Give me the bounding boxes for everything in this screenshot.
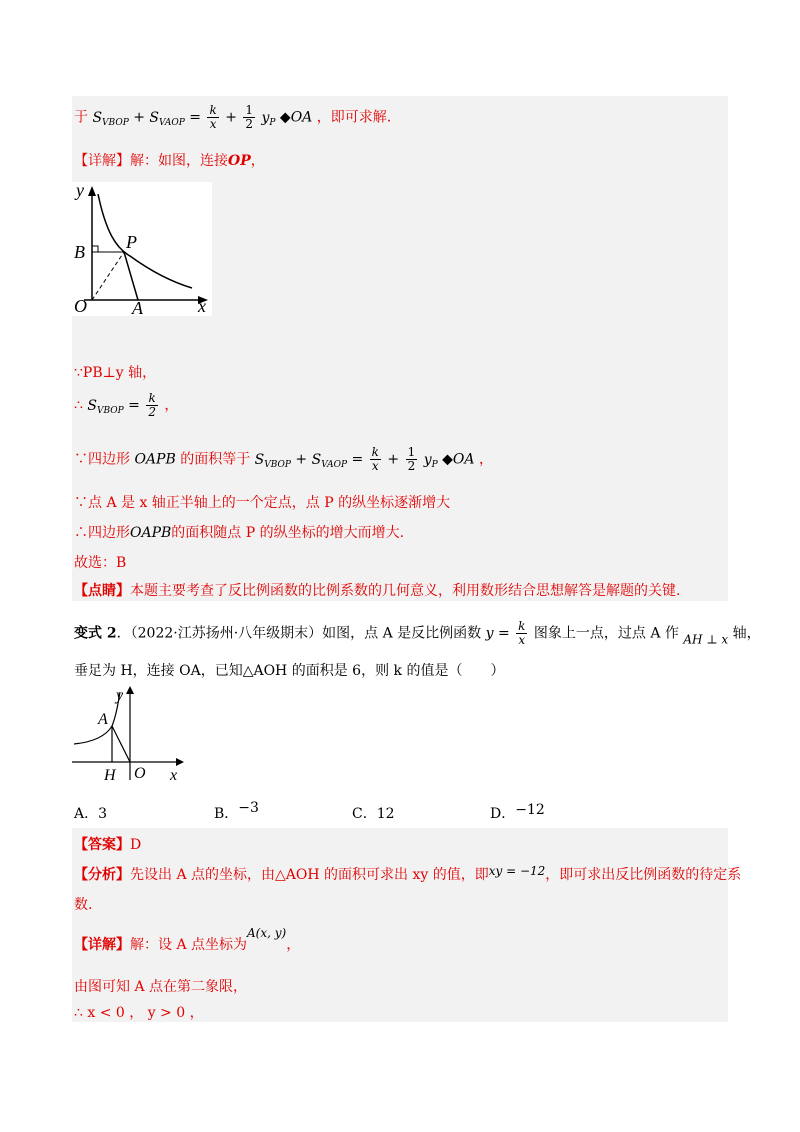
option-d-value: −12 [515,802,545,818]
answer-line [74,834,141,854]
detail-text-2: 解：设 A 点坐标为 [130,937,248,953]
inequality-line: ∴ x < 0 ， y > 0 ， [74,1005,204,1021]
answer-value: D [130,837,142,853]
figure-2-graph [70,684,194,784]
s-aop: $S_{VAOP}$ [149,109,185,128]
text: ∵四边形 [74,451,130,468]
step-1: ∵PB⊥y 轴， [74,365,157,381]
option-b-label: B． [214,806,239,822]
text-suffix: ，即可求解. [316,109,392,126]
variant-line-1 [74,620,761,647]
analysis-eq: xy = −12 [488,864,546,878]
analysis-line [74,864,741,884]
option-b[interactable] [214,800,259,823]
variant-mid: 图象上一点，过点 A 作 [533,625,679,642]
frac-half-3: $\frac{1}{2}$ [407,445,416,473]
detail-line-1 [74,150,265,170]
coord-a: A(x, y) [247,926,287,940]
fig1-o-label: O [74,296,87,316]
y-p: $y_P$ [261,109,276,128]
y-eq: y = [485,625,510,642]
y-p-3: $y_P$ [423,451,438,470]
option-b-value: −3 [238,800,259,816]
therefore: ∴ [74,397,83,414]
s-bop-2: $S_{VBOP}$ [87,397,124,416]
s-aop-3: $S_{VAOP}$ [311,451,348,470]
oapb-label-2: OAPB [130,525,172,541]
figure-1-graph [72,182,212,316]
detail-text: 解：如图，连接 [130,153,228,169]
option-a[interactable]: A．3 [74,806,108,822]
s-bop: $S_{VBOP}$ [92,109,129,128]
text: ∴四边形 [74,525,130,541]
comment-text: 本题主要考查了反比例函数的比例系数的几何意义，利用数形结合思想解答是解题的关键. [130,583,681,599]
fig1-b-label: B [74,242,85,262]
text: 的面积等于 [180,451,251,468]
option-d-label: D． [490,806,516,822]
op-label: OP [228,153,251,169]
text: 的面积随点 P 的纵坐标的增大而增大. [171,525,405,541]
frac-k-x: $\frac{k}{x}$ [209,103,217,131]
step-2: ∴ $S_{VBOP}$ = $\frac{k}{2}$ ， [74,391,179,419]
comment-label: 【点睛】 [74,583,130,599]
frac-k-3: $\frac{k}{x}$ [371,445,379,473]
detail-label-2: 【详解】 [74,937,130,953]
step-3: ∵四边形 OAPB 的面积等于 $S_{VBOP} + S_{VAOP}$ = $\frac{k}{x}$ + $\frac{1}{2}$ $y_P$ ◆OA ， [74,445,493,473]
variant-source: ．（2022·江苏扬州·八年级期末）如图，点 A 是反比例函数 [116,625,482,642]
comma: ， [164,397,179,414]
comma: ， [250,153,265,169]
step-5 [74,522,404,542]
answer-label: 【答案】 [74,837,130,853]
fig1-x-label: x [198,296,206,316]
analysis-text-2: ，即可求出反比例函数的待定系 [545,867,742,883]
choice-line: 故选：B [74,555,127,571]
fig2-o-label: O [134,765,146,782]
fig1-y-label: y [76,182,84,200]
oapb-label: OAPB [134,451,176,468]
quadrant-line: 由图可知 A 点在第二象限， [74,979,248,995]
step-4: ∵点 A 是 x 轴正半轴上的一个定点，点 P 的纵坐标逐渐增大 [74,495,451,511]
formula-line-1: 于 $S_{VBOP} + S_{VAOP}$ = $\frac{k}{x}$ + $\frac{1}{2}$ $y_P$ ◆OA ，即可求解. [74,103,392,131]
frac-k-x-variant: $\frac{k}{x}$ [518,619,526,647]
comment-line [74,580,680,600]
variant-label: 变式 2 [74,625,117,642]
comma: ， [286,937,301,953]
fig1-p-label: P [126,232,137,252]
analysis-label: 【分析】 [74,867,130,883]
variant-end: 轴， [732,625,761,642]
text-prefix: 于 [74,109,88,126]
frac-half: $\frac{1}{2}$ [245,103,254,131]
detail-label: 【详解】 [74,153,130,169]
fig1-a-label: A [132,298,143,316]
oa-text: ◆OA [279,109,313,126]
detail-line-2 [74,926,301,954]
frac-k-2: $\frac{k}{2}$ [148,391,156,419]
fig2-a-label: A [98,711,108,728]
s-bop-3: $S_{VBOP}$ [254,451,291,470]
fig2-h-label: H [104,767,116,784]
option-c[interactable]: C．12 [352,806,395,822]
fig2-x-label: x [170,767,178,784]
comma: ， [478,451,493,468]
analysis-text-1: 先设出 A 点的坐标，由△AOH 的面积可求出 xy 的值，即 [130,867,489,883]
fig2-y-label: y [116,687,124,704]
ah-perp-x: AH ⊥ x [683,632,729,647]
variant-line-2: 垂足为 H，连接 OA，已知△AOH 的面积是 6，则 k 的值是（ ） [74,663,505,679]
analysis-line-2: 数. [74,897,93,913]
option-d[interactable] [490,803,545,823]
oa-text-3: ◆OA [442,451,475,468]
